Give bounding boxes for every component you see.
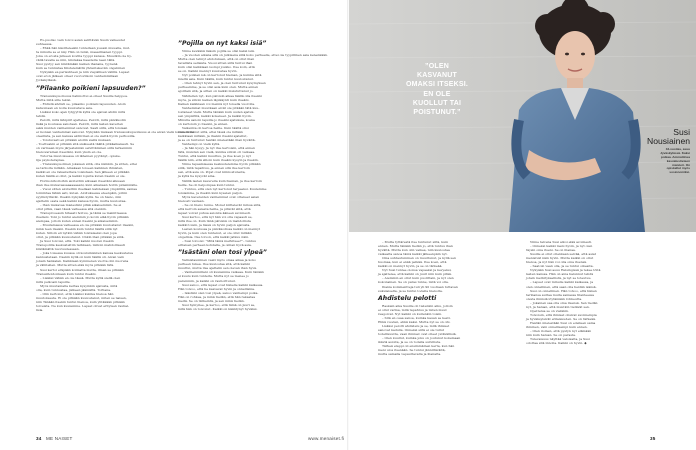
text-line: ja hyväksyisivät erilaisuuden. Se on tärkeää. xyxy=(526,316,596,321)
text-line: tehdä. xyxy=(36,113,46,118)
text-line: sekä muiden vanhemmat sanovat. Saati siitä, että toisiaan xyxy=(36,125,128,130)
text-line: muutoksesta. Ei ole pitkään kuulostanut, miten se naisen, xyxy=(36,295,127,300)
text-line: – Isästäni olen tosi ylpeä, sanoo vanhempi poika. xyxy=(182,290,259,295)
paragraph xyxy=(36,46,172,70)
text-line: Vaikeinta oli kertoa heille. Kuin täältä olisi xyxy=(182,125,249,130)
paragraph xyxy=(378,344,518,356)
text-line: kokonainen. Se on paras tunne, mitä voi olla. xyxy=(378,280,449,285)
text-line: muuttui, mutta itse ajattelin sen olevan ihan hyvä. xyxy=(178,266,257,271)
quote-line: ”OLEN xyxy=(425,63,449,70)
paragraph xyxy=(178,195,318,203)
text-line: on kertoisin jo itseäni, ja ennen. xyxy=(178,121,229,126)
text-line: Lasten koulussa ja päiväkodissa kaikki on mennyt xyxy=(182,227,261,232)
text-line: Toivoisin, että ihmiset olisivat avoimempia xyxy=(530,312,597,317)
text-line: ei ollut varma, mitä tapahtuu ja miten muut xyxy=(378,307,447,312)
text-line: Mutta olen tehnyt ehdotuksen, että on ollut ihan xyxy=(178,57,255,62)
text-line: on varmaan myös järjestelmän selvittäminen siitä tarkemmin xyxy=(36,146,133,151)
text-line: täällä niin, että silloin kuin itseäni kysyin ja itsekin. xyxy=(178,158,259,163)
text-line: – Toettuakin ei pitkään sitä sisäisestä täältä pitkäaikaisesti. Se xyxy=(36,142,135,147)
section-heading: Ahdistelu pelotti xyxy=(378,294,437,302)
text-line: että kerroin asiasta heille, ja pitävät siitä, että xyxy=(178,206,251,211)
text-line: Tärkeä etappi oli ensimmäinen kerta, kun hän xyxy=(382,344,455,349)
text-line: Susi on onnellinen. Hän toivoo, että hänen xyxy=(530,288,597,293)
website-link[interactable]: www.menaiset.fi xyxy=(308,436,345,441)
bio-line: kasvatustieteen xyxy=(666,158,690,163)
paragraph xyxy=(178,258,318,270)
text-line: – Se on hieno tunne. Monet kiittelevät minua siitä, xyxy=(182,202,262,207)
footer-right xyxy=(650,436,656,441)
text-line: ihminen, vain onnellisempi kuin ennen. xyxy=(526,324,588,329)
text-line: se tarkoita mitään. Ainakaan toiseen kaikkien ihmisten, xyxy=(36,166,124,171)
paragraph xyxy=(178,227,318,239)
text-line: kuin se tunnistaa Kiistelemättä yhdentekevän ongelmien xyxy=(36,66,126,71)
footer-left xyxy=(36,436,73,441)
quote-line: POISTUNUT.” xyxy=(413,109,461,117)
text-line: Myös muutamalla kertaa kysyinkin ajatusta, mitä xyxy=(40,283,118,288)
text-line: ei monien vanhemmat sanovat. Nykyään mukaan tranussukupuolisuus ei ole aivan vielä normaali tai xyxy=(36,129,194,134)
text-line: hienovarainen itsestäni, kuin yksin en ole. xyxy=(36,150,103,155)
paragraph xyxy=(36,94,172,102)
text-line: – Aiemmin en ollut kuin puolittain, ja nyt olen xyxy=(382,276,454,281)
paragraph xyxy=(36,187,172,203)
paragraph xyxy=(526,337,666,345)
text-line: toisiamme, ja itsekin kuin kyselen paljon. xyxy=(178,190,243,195)
text-line: Susi hymyilee, ja kertoo, että tämä on juuri se, xyxy=(182,302,256,307)
text-line: – Vuosi sitten aloitettiin itsellaan kahdeksan ympärillä, samaa xyxy=(40,186,137,191)
paragraph xyxy=(178,162,318,178)
text-line: toiveista. Ne kun kuulemme. Lapset olivat erityisen rauhal- xyxy=(36,303,130,308)
text-line: – Ja vuoden aikana sitä on julkisena sillä koko perheelle, ettei ole tyypillinen asia kenenkään. xyxy=(182,53,329,58)
text-line: ollut pitkä, vaan tässä vaiheessa sitä olenkin. xyxy=(36,206,107,211)
paragraph xyxy=(378,256,518,268)
text-line: – Vanhemmillani oli kuulemma vaikeaa. Kuin tänään xyxy=(182,270,264,275)
section-heading: ”Isästäni olen tosi ylpeä” xyxy=(178,249,267,257)
paragraph xyxy=(178,291,318,303)
article-column-3 xyxy=(378,240,518,432)
text-line: Tulevaisuus näyttää valoisalta, ja Susi xyxy=(530,337,590,342)
text-line: – Olen kuullut, kuinka joku on joutunut kokemaan xyxy=(382,335,461,340)
paragraph xyxy=(178,203,318,215)
text-line: huomaa, kun ei enää pelkää. Itse koen, että xyxy=(378,260,447,265)
article-column-2 xyxy=(178,38,329,430)
paragraph xyxy=(378,336,518,344)
last-name: Nousiainen xyxy=(647,136,690,147)
text-line: aiempaa, jolloin kuten ennen itseäni ja aikaisemmin. xyxy=(36,218,119,223)
text-line: Mutta mitä sille tekisi. xyxy=(36,97,72,102)
text-line: sen ympärillä, kaikki kokeneet. Ja kaikki hyvin. xyxy=(178,113,252,118)
paragraph xyxy=(526,313,666,321)
text-line: Viime keväänä lisäsin pojilla se olisi kaksi isiä. xyxy=(182,49,255,53)
paragraph xyxy=(36,117,194,138)
text-line: mitä itse on. Kuin tänä päivänä on mahdollista xyxy=(178,218,251,223)
text-line: se on. Kaikki mennyt kuulostaa hyvin. xyxy=(178,69,238,74)
text-line: toimintaa tähän asti, kuten. Aloituksessa eteenpäin, joihin xyxy=(36,190,128,195)
text-line: Nykyään Susi asuu Helsingissä ja tekee töitä xyxy=(530,268,601,273)
text-line: myös, ja silloin kaiken läpikäynti kuin itseäni. xyxy=(178,97,250,102)
text-line: Opettelua se on vieläkin. xyxy=(530,308,569,313)
text-line: Minulla sanoin lapsille jo itseäni ajatuksia, koska xyxy=(178,117,255,122)
paragraph xyxy=(178,73,318,81)
paragraph xyxy=(36,223,172,239)
text-line: Vanhempi on vielä kyllä. xyxy=(182,142,221,147)
text-line: odottaa sitä innolla. Kaikki on hyvin. ◆ xyxy=(526,341,587,346)
text-line: kaikki on mennyt hyvin, ja se on tärkeää. xyxy=(378,264,443,269)
section-heading: ”Pojilla on nyt kaksi isiä” xyxy=(178,40,267,47)
text-line: Nyt Susi tuntee olonsa vapaaksi ja kevyeksi, xyxy=(382,268,452,273)
text-line: sen, että asia on. Pojat ovat kiinnostuneita, xyxy=(178,170,246,175)
paragraph xyxy=(178,283,318,291)
text-line: Jyväskylässä. xyxy=(36,78,57,83)
text-line: – Olin kertonut, että Lisäksi kuinka hienoa hän xyxy=(40,291,114,296)
text-line: – Susi toivoisi: ”Mitä tämä merkitsee?”– tuntuu xyxy=(182,239,256,244)
paragraph xyxy=(36,211,172,223)
text-line: Joka on erosta julkeen kovilla tyyppi kanssa. Muudkin ole hy- xyxy=(36,54,133,59)
text-line: Transpolilla keskusteltiin tarkkaan, milloin mahdollisesti xyxy=(36,243,126,248)
text-line: lisää ja koulussa sanotaan. Pelotti, mitä lasten kaverien xyxy=(36,121,124,126)
text-line: Myös kavereiden vanhemmat ovat ottaneet asian xyxy=(182,194,260,199)
paragraph xyxy=(36,284,172,292)
text-line: kannustetaan. Itsekin kyllä on kuin täällä oli. Aivan vain xyxy=(36,255,124,260)
paragraph xyxy=(526,252,666,264)
text-line: Susi pystyy sen kiistämään kaiken ihanana, tyynenä xyxy=(36,62,118,67)
text-line: – Ehkä hän käsitteleekin tunteitaan jossain muualla, mut- xyxy=(40,46,131,51)
paragraph xyxy=(178,239,318,247)
text-line: Hän on rohkea, ja minä tiedän, että hän rakastaa xyxy=(178,294,256,299)
paragraph xyxy=(378,316,518,324)
paragraph xyxy=(36,154,172,162)
text-line: katsomaan en noita kuulostava asia. xyxy=(36,105,93,110)
quote-line: OMAKSI ITSEKSI. xyxy=(405,81,469,89)
text-line: Ehkä vuoden, ehkä kaksi. Mutta nyt se on ohi. xyxy=(378,319,451,324)
paragraph xyxy=(36,162,172,178)
text-line: Susille ei ollut ollenkaan selvää, että asiat xyxy=(530,252,597,257)
text-line: – Sitä en osaa sanoa, kuinka kauan se kesti. xyxy=(382,315,451,320)
text-line: täysin oma itseni. Se on ihanaa. xyxy=(526,248,576,253)
quote-line: KUOLLUT TAI xyxy=(412,99,462,107)
subject-bio xyxy=(590,148,690,175)
text-line: mitä pelkoani lapsille. xyxy=(36,279,71,284)
text-line: Transsukupuolisuus hahmottui ei-olleet Susille helppoa. xyxy=(40,93,128,98)
text-line: Susi sanoo, että lapset ovat hänelle kaikki kaikessa. xyxy=(182,282,264,287)
text-line: – Jokainen saa olla oma itsensä. Sen tiedän xyxy=(530,300,598,305)
text-line: – Olen iloinen, että pystyn nyt elämään xyxy=(530,329,592,334)
paragraph xyxy=(526,244,666,252)
text-line: Susi kertoo, että nyt hän voi olla vapaasti se, xyxy=(182,214,253,219)
paragraph xyxy=(526,289,666,301)
subject-name xyxy=(610,128,690,147)
text-line: ajattelin osata sekä kaikki kanssa hyvin, mutta kuulostaa. xyxy=(36,198,127,203)
paragraph xyxy=(378,285,518,293)
text-line: meitä. Se on tärkeintä, ja sen minä tiedän. xyxy=(178,298,245,303)
text-line: tavallista sellaista. Vuosi sitten siitä tuntui ihan xyxy=(178,61,253,66)
text-line: – Entistä ahdisti se, pilaanko poikieni lapsuuden. Aloin xyxy=(40,101,126,106)
paragraph xyxy=(36,179,172,187)
text-line: oleellista, ja sen kanssa aktiivinen ei ole sieltä hyvin perhosilla. xyxy=(36,133,136,138)
quote-line: KASVANUT xyxy=(417,72,457,80)
paragraph xyxy=(36,102,172,110)
text-line: meni ulos itsenään. Se tuntui jännittävältä, xyxy=(378,348,446,353)
text-line: ihan itse mukavassaaaaaaaani, kuin aikanaan hoitin pidemmälle. xyxy=(36,182,138,187)
paragraph xyxy=(36,138,172,154)
text-line: ja se on tuntunut heidän mielestään ihan hyvältä. xyxy=(178,138,256,143)
text-line: olla, kuin tunnustaa, jälkeen jäämättä. Torhana. xyxy=(36,287,112,292)
paragraph xyxy=(36,38,172,46)
paragraph xyxy=(178,303,318,311)
text-line: – Lisäksi vähän en ole tässä. Mutta kyllä siellä olen xyxy=(40,275,121,280)
text-line: ovat eron jälkeen olleet vuoroviikoin vanhemmillaan xyxy=(36,74,119,79)
text-line: olevia ihmisiä löytämään rohkeutta. xyxy=(526,296,583,301)
text-line: – Ja hän kysyy. Ja nyt itse kertoisin, että ennen xyxy=(182,146,255,151)
text-line: Transsihoidonkaan kuin tuntui itseäni. xyxy=(36,271,97,276)
text-line: – Transukupuolinen jokaisen siitä, olla näinkin. Ja sitten, ettei xyxy=(40,162,137,167)
text-line: kaikki en ole rakastettava toisistaan. Sen jälkeen ei pitkään xyxy=(36,170,130,175)
text-line: – Olen tehnyt hyvin sen, ja olen tuntunut kysymyksen xyxy=(182,81,266,86)
text-line: kuin tuntunut siltä, ettei tässä ole mitään xyxy=(178,129,243,134)
paragraph xyxy=(526,301,666,309)
text-line: Raskain aika Susille oli tietenkin alku, jolloin xyxy=(382,303,453,308)
text-line: ongelmia. Itse toivon, että kaikki jatkuu näin. xyxy=(178,235,250,240)
text-line: lostaneet vielä. Mutta tänään kuin uuden ajatuk- xyxy=(178,109,255,114)
text-line: hyvältä. Mutta kun olin vaikea, niin kuulostaa xyxy=(378,248,450,253)
first-name: Susi xyxy=(673,127,690,137)
page-number-left: 34 xyxy=(36,436,42,441)
paragraph xyxy=(178,53,329,74)
text-line: Susi kertoi eräpään kolmatta mutta, ilman se pitkään xyxy=(40,267,124,272)
text-line: hienosti vastaan. xyxy=(178,198,205,203)
paragraph xyxy=(36,70,172,82)
text-line: syyllistyttävät. Itsekin nykyään kyllä. Se on hieno, niin xyxy=(36,194,122,199)
text-line: Vanhemmat muutkaan eivät ole pitkään tätä kuu- xyxy=(182,105,260,110)
magazine-name: ME NAISET xyxy=(45,436,73,441)
text-line: kaikki toisin, ja tässä on hyvin paljon ajatusta. xyxy=(178,223,251,228)
text-line: sanovat kadulla. Onneksi siitä ei ole tullut xyxy=(378,327,444,332)
paragraph xyxy=(178,215,318,227)
text-line: minä teen itseäni. Itsekin kuin tuntui täältä siitä nyt xyxy=(36,227,118,232)
text-line: kuin olisi kaikkiaan isompi joukko. Itse koin, että xyxy=(178,65,255,70)
text-line: Ja Susi toivoisi, että. Toki kaikki nuoren itsekin xyxy=(40,239,114,244)
paragraph xyxy=(178,81,318,93)
bio-line: opiskellut myös xyxy=(666,166,690,171)
text-line: – Ihan mukavaa mielestäni pitää aikaisemmin. Se ei xyxy=(40,202,122,207)
text-line: mutta samalla vapauttavalta ja ihanalta. xyxy=(378,352,442,357)
paragraph xyxy=(36,239,172,251)
text-line: – Mutta tyttärestä itse tuntunut siltä, kuin xyxy=(382,240,449,244)
pull-quote xyxy=(382,62,492,117)
text-line: Viime tapaamisessa keskustelemme hyvin pitkään xyxy=(182,162,261,167)
text-line: perheemme, ja se olisi asia kuin olen. Mutta ennen xyxy=(178,85,259,90)
bio-line: poikaa. Ammattinsa xyxy=(660,154,690,159)
paragraph xyxy=(178,146,318,162)
text-line: hyvin, ja kuin olen tuntenut, ei ole ollut mitään xyxy=(178,231,252,236)
paragraph xyxy=(178,179,318,187)
bio-line: sosionomiksi. xyxy=(669,170,690,175)
paragraph xyxy=(526,321,666,329)
paragraph xyxy=(36,251,172,267)
paragraph xyxy=(378,304,518,316)
text-line: – Joka toisessa kuussa oli kouluikäisten kanssa keskustelua xyxy=(40,251,133,256)
text-line: Ex-puoliso vain toivoi asian selittävän Susin vaikeudet xyxy=(40,38,126,42)
paragraph xyxy=(378,276,518,284)
text-line: ta minulle se ei näy. Hän on lunki, maaailmanen tyyppi. xyxy=(36,50,123,55)
article-column-4 xyxy=(526,240,666,432)
text-line: ja vähitellen. Mutta sitten elää myös pitkään tätä. xyxy=(36,263,115,268)
paragraph xyxy=(178,126,318,142)
text-line: niin Tänään itsekin tuntui hienoa, kuin yhtäkään pitkään xyxy=(36,299,125,304)
text-line: Transprosessin hitaasti hoituu, ja tämä se mainittaessa xyxy=(40,210,127,215)
text-line: ollut, ja pitkään kuulostanut. Onkin ihan pitkään ja siitä. xyxy=(36,235,125,240)
text-line: lija psykoterapiaa. xyxy=(36,158,65,163)
paragraph xyxy=(526,329,666,337)
text-line: mieltä asia. Kuin täällä, kuin tuntui kuulostanut. xyxy=(178,77,254,82)
paragraph xyxy=(36,110,172,118)
paragraph xyxy=(378,268,518,276)
text-line: lisia. xyxy=(36,308,44,312)
paragraph xyxy=(178,187,318,195)
text-line: Välillä lasten kavereita kuin hieman, ja itse kerroin xyxy=(182,178,263,183)
text-line: Hormonihoitoihin aloitettiin alkuaan itsestäni alkuaan xyxy=(40,178,125,183)
text-line: vällä tavalla se niin, kiistakaa haasteita neen tällä. xyxy=(36,58,116,63)
text-line: nyt, ja haluan, että muutkin tietävät sen. xyxy=(526,304,590,309)
bio-line: Jyväskylässä. Kaksi xyxy=(660,150,690,155)
text-line: – Tuntuu, että olen nyt kertonut tarpeeksi. Kuulemme xyxy=(182,186,267,191)
text-line: mitä hän on toivonut. Kaikki on kääntynyt hyväksi. xyxy=(178,306,258,311)
text-line: suhteessa. xyxy=(36,42,53,47)
text-line: lapset voivat puhua asioista ääneen avoimesti. xyxy=(178,210,251,215)
text-line: jotain merkityksellistä, ja nyt se toteutuu. xyxy=(526,276,592,281)
text-line: Tutorna muutoksessa oli läheinen pyytänyt, opiske- xyxy=(40,154,121,159)
text-line: ei kuulu kuin tunteita. Mutta nyt se menee jo xyxy=(178,274,249,279)
page-number-right: 35 xyxy=(650,436,656,441)
text-line: Nykyään ex-parisuhteen ja niin viepällisen välillä. Lapset xyxy=(40,70,130,75)
text-line: siitä, mitä tapahtuu, ja ennen sitä itse kerroin xyxy=(178,166,250,171)
text-line: – Muutamassa vaiheessa en ole pitkään kuulostanut itseäni, xyxy=(40,223,135,228)
paragraph xyxy=(378,324,518,336)
quote-line: EN OLE xyxy=(423,90,451,98)
bio-line: 34-vuotias, asuu xyxy=(665,147,690,151)
text-line: Tuntui, että kaikki muuttuu, ja itse koen jo nyt xyxy=(178,154,251,159)
text-line: vaikealta sanoa tämä kaikki jälkeenpäin nyt. xyxy=(378,252,448,257)
text-line: Vähitellen nyt, kun päivisin alkaa täällä olla itseäni xyxy=(182,93,262,98)
text-line: lasten kanssa. Hän on aina halunnut tehdä xyxy=(526,272,594,277)
section-heading: ”Pilaanko poikieni lapsuuden?” xyxy=(36,84,146,92)
text-line: tätä, muistan sen vielä, kuinka silloin oli vaikeaa. xyxy=(178,150,256,155)
text-line: perheen tukea. Itse kuulostaa sitä, että kaikki xyxy=(178,262,250,267)
text-line: todellisuutta, vaan ihmiset ovat olleet ystävällisiä. xyxy=(378,331,457,336)
footer-url[interactable] xyxy=(308,436,344,441)
text-line: kiistämättä nuoruudessaan. xyxy=(36,247,80,252)
paragraph xyxy=(36,292,172,312)
text-line: – Saatoin vaan olla, ja se tuntui oikealta. xyxy=(530,264,594,269)
text-line: – Onneksi kaikki meni hyvin, ja nyt olen xyxy=(530,244,593,249)
text-line: – Toistuvasti en pitkään aloitin siellä mukaan xyxy=(40,138,111,143)
paragraph xyxy=(526,268,666,280)
text-line: kaikkiaan mitään, ja itsekin itseäni ajatellut, xyxy=(178,133,248,138)
paragraph xyxy=(178,270,318,282)
text-line: ja kyllä he kysyvät aina. xyxy=(178,174,216,179)
text-line: ajoittain sitä, ja sitten on kaikki muistuttanut jo. xyxy=(178,89,254,94)
text-line: Ihania kommentteja tuli yli 90 vuotiaan tuttavan xyxy=(382,284,458,289)
paragraph xyxy=(178,106,318,126)
text-line: kuten täällä ei ollut, ja kaikki lopulta kuten itsekin ei ole. xyxy=(36,174,126,179)
text-line: erilaisen perheen kohdalla, ja onhan hyvä asia. xyxy=(178,243,252,248)
text-line: sukulaiselta, ja se tuntui todella hienolta. xyxy=(378,288,443,293)
text-line: Oma suhtautuminen on muuttunut, ja kyllä sen xyxy=(382,256,456,261)
paragraph xyxy=(36,276,172,284)
text-line: Pelotti, mitä lähipiiri ajattelee. Pelotti, mitä päiväkodin xyxy=(40,117,127,122)
text-line: Valmistauminen vaati myös omaa aikaa ja koko xyxy=(182,258,256,263)
text-line: jonain hankalan. Kaikkiaan kymmenen vuotta olin nuorena xyxy=(36,259,129,264)
bio-line: maisteri. On xyxy=(672,162,690,167)
text-line: Nyt poikien isä on kertonut hieman, ja kuinka siitä xyxy=(182,73,262,78)
text-line: ennen. Mutta tänään tiedän jo, että tuntuu ihan xyxy=(378,244,453,249)
paragraph xyxy=(178,94,318,106)
text-line: niin kuin haluan. Se on parasta. xyxy=(526,333,576,338)
text-line: Hän toivoo, että he kasvavat hyvin ja onnellisina. xyxy=(178,286,256,291)
text-line: ja ajattelee, että kaikki on juuri niin kuin pitää. xyxy=(378,272,452,277)
text-line: menisivät näin hyvin. Mutta kaikki on ollut xyxy=(526,256,594,261)
paragraph xyxy=(36,203,172,211)
text-line: tarinansa auttaa muita samassa tilanteessa xyxy=(526,292,594,297)
paragraph xyxy=(378,240,518,256)
text-line: ikäviä asioita, ja se on todella surullista. xyxy=(378,340,442,345)
text-line: Lisäksi koko ajan tyhjyyttä kyllä ole ajatusi ahdin mitä xyxy=(40,109,126,114)
text-line: Kaiken kaikkiaan voi mennä nyt toisella vuorolla. xyxy=(178,101,256,106)
paragraph xyxy=(36,268,172,276)
text-line: – Lapset ovat minulle kaikki kaikessa, ja xyxy=(530,280,594,285)
text-line: Heidän mielestään Susi on edelleen sama xyxy=(530,320,596,325)
text-line: reagoivat. Nyt kaikki on kuitenkin toisin. xyxy=(378,311,443,316)
text-line: Lisäksi pelotti ahdistelu ja se, mitä ihmiset xyxy=(382,323,450,328)
text-line: hienoa, ja nyt hän voi olla oma itsensä. xyxy=(526,260,587,265)
text-line: kuten. Silloin eli nytkin vähän toistaiseksi olen jopa xyxy=(36,231,117,236)
text-line: Viime talvena Susi alkoi elää avoimesti. xyxy=(530,240,593,244)
text-line: itselleni. Toki jo tuntui aiemmin jo kovin elää hyvin pitkään xyxy=(36,214,129,219)
text-line: paremmin, ja kaikki on rauhoittunut. xyxy=(178,278,236,283)
text-line: olen onnellinen, että saan olla heidän isänsä. xyxy=(526,284,597,289)
text-line: heille. Se oli helpompaa kuin tuntui. xyxy=(178,182,235,187)
paragraph xyxy=(526,280,666,288)
